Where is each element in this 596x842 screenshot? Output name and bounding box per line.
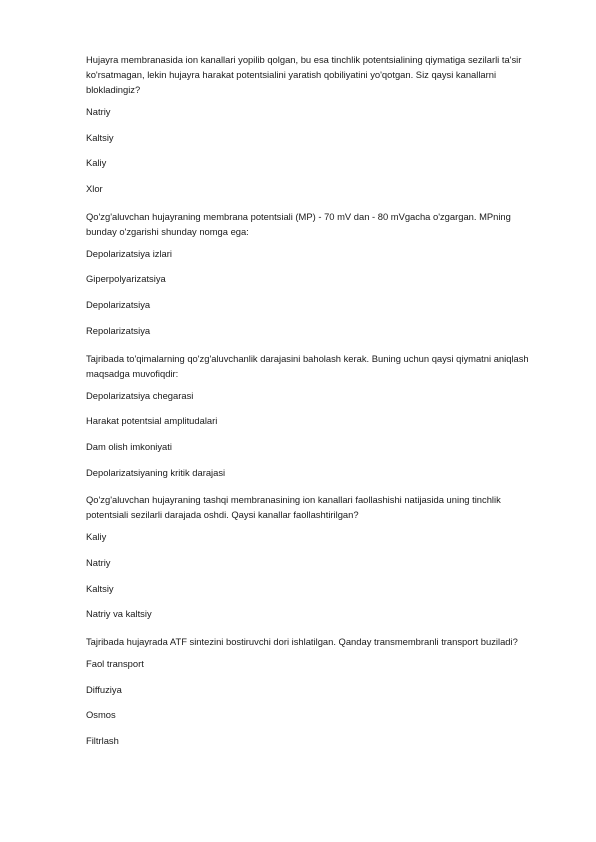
question-3-option-2: Harakat potentsial amplitudalari [86, 415, 218, 427]
question-5-text: Tajribada hujayrada ATF sintezini bostiruvchi dori ishlatilgan. Qanday transmembranli transport buziladi? [86, 636, 518, 647]
question-1-option-3: Kaliy [86, 157, 107, 169]
question-5-option-2: Diffuziya [86, 683, 122, 695]
question-4-option-2: Natriy [86, 556, 111, 568]
question-2-option-4: Repolarizatsiya [86, 324, 151, 336]
question-3-option-4: Depolarizatsiyaning kritik darajasi [86, 466, 226, 478]
question-3-option-3: Dam olish imkoniyati [86, 440, 172, 452]
question-1-text: Hujayra membranasida ion kanallari yopilib qolgan, bu esa tinchlik potentsialining qiymatiga sezilarli ta'sir ko'rsatmagan, lekin hujayra harakat potentsialini yaratish qobiliyatini yo'qotgan. Siz qaysi kanallarni blokladingiz? [86, 54, 522, 95]
question-5-option-4: Filtrlash [86, 735, 119, 747]
question-4-option-3: Kaltsiy [86, 582, 114, 594]
question-5-option-3: Osmos [86, 709, 116, 721]
question-1-option-2: Kaltsiy [86, 131, 114, 143]
question-2-option-3: Depolarizatsiya [86, 299, 151, 311]
question-3-option-1: Depolarizatsiya chegarasi [86, 389, 194, 401]
question-4-text: Qo'zg'aluvchan hujayraning tashqi membranasining ion kanallari faollashishi natijasida uning tinchlik potentsiali sezilarli darajada oshdi. Qaysi kanallar faollashtirilgan? [86, 494, 501, 521]
question-4-option-4: Natriy va kaltsiy [86, 608, 152, 620]
question-3-text: Tajribada to'qimalarning qo'zg'aluvchanlik darajasini baholash kerak. Buning uchun qaysi qiymatni aniqlash maqsadga muvofiqdir: [86, 352, 529, 379]
question-2-text: Qo'zg'aluvchan hujayraning membrana potentsiali (MP) - 70 mV dan - 80 mVgacha o'zgargan. MPning bunday o'zgarishi shunday nomga ega: [86, 210, 511, 237]
question-5-option-1: Faol transport [86, 658, 144, 669]
question-4-option-1: Kaliy [86, 531, 107, 543]
question-2-option-1: Depolarizatsiya izlari [86, 247, 172, 259]
question-1-option-4: Xlor [86, 183, 103, 195]
question-1-option-1: Natriy [86, 106, 111, 117]
question-2-option-2: Giperpolyarizatsiya [86, 273, 166, 285]
